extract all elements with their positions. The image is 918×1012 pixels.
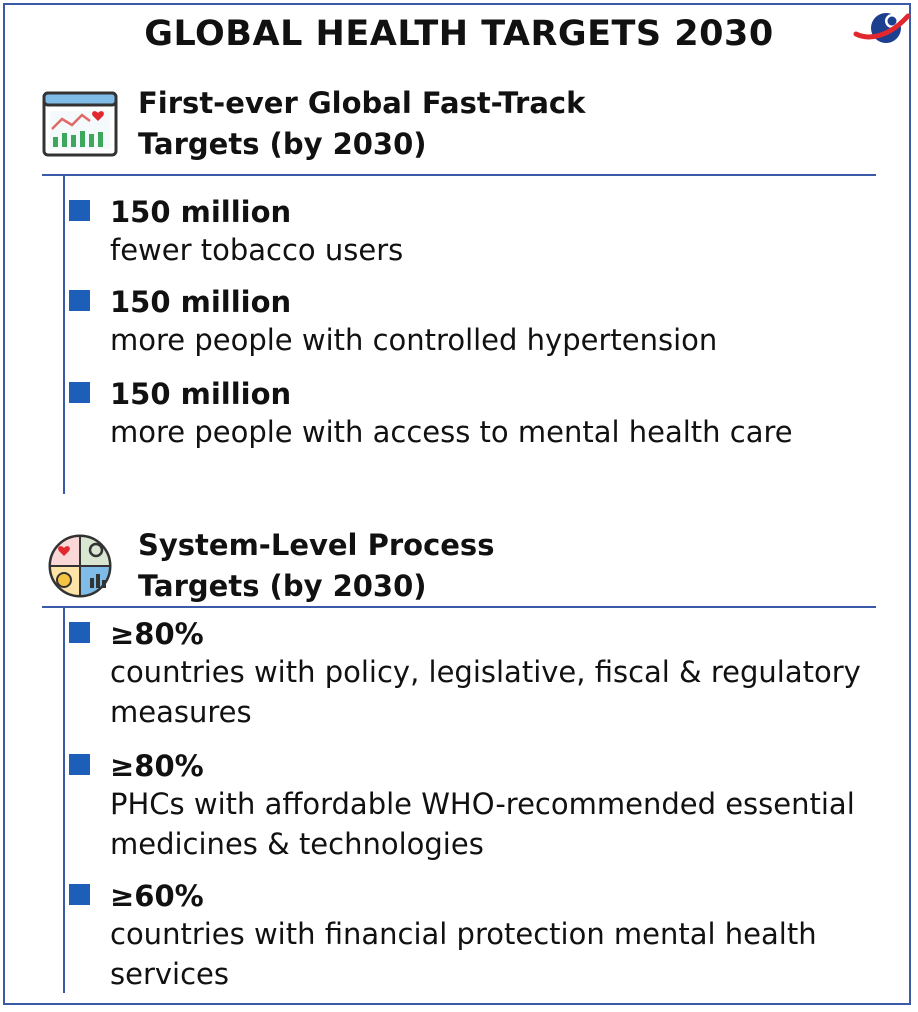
- item-text: countries with financial protection mental health services: [110, 917, 817, 991]
- list-item: [66, 194, 866, 270]
- health-system-process-icon: [42, 528, 118, 604]
- section-vertical-rule: [63, 176, 65, 494]
- list-item: [66, 878, 866, 994]
- item-value: 150 million: [110, 377, 292, 411]
- item-value: ≥60%: [110, 879, 204, 913]
- item-text: countries with policy, legislative, fiscal & regulatory measures: [110, 655, 861, 729]
- item-value: ≥80%: [110, 749, 204, 783]
- bullet-square: [69, 622, 90, 643]
- section-title-fast-track: First-ever Global Fast-Track Targets (by 2030): [138, 86, 586, 161]
- page-title: GLOBAL HEALTH TARGETS 2030: [144, 14, 774, 54]
- brand-logo-icon: [852, 2, 912, 50]
- section-divider: [42, 174, 876, 176]
- bullet-square: [69, 382, 90, 403]
- item-text: fewer tobacco users: [110, 233, 404, 267]
- section-divider: [42, 606, 876, 608]
- list-item: [66, 284, 866, 360]
- item-value: 150 million: [110, 195, 292, 229]
- item-value: ≥80%: [110, 617, 204, 651]
- list-item: [66, 376, 866, 452]
- item-text: PHCs with affordable WHO-recommended essential medicines & technologies: [110, 787, 855, 861]
- item-text: more people with access to mental health care: [110, 415, 793, 449]
- list-item: [66, 616, 866, 732]
- item-text: more people with controlled hypertension: [110, 323, 718, 357]
- section-title-system-level: System-Level Process Targets (by 2030): [138, 528, 495, 603]
- list-item: [66, 748, 866, 864]
- bullet-square: [69, 290, 90, 311]
- section-vertical-rule: [63, 608, 65, 993]
- bullet-square: [69, 200, 90, 221]
- analytics-dashboard-icon: [42, 89, 118, 165]
- item-value: 150 million: [110, 285, 292, 319]
- bullet-square: [69, 884, 90, 905]
- bullet-square: [69, 754, 90, 775]
